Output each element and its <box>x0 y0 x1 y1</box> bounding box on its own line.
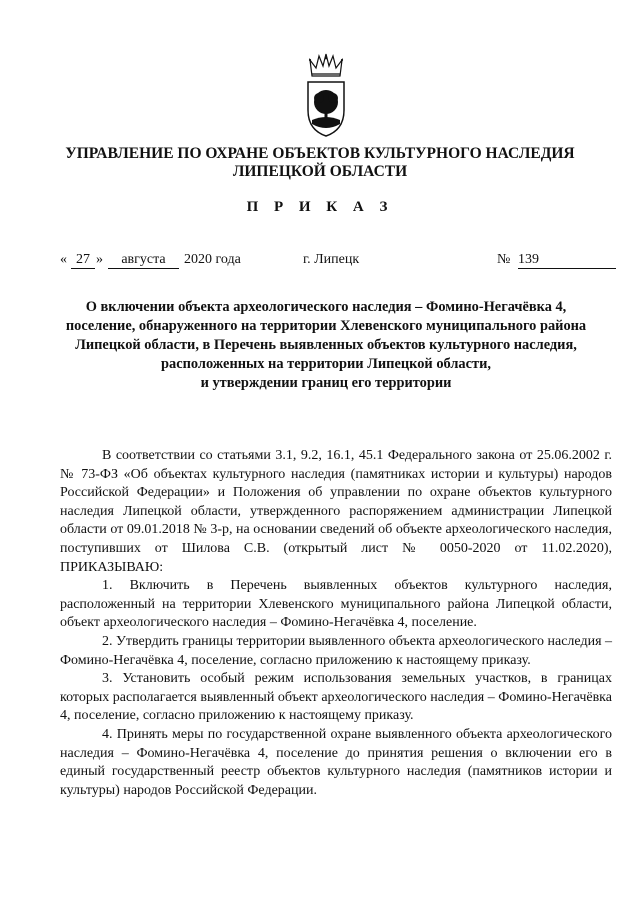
document-number: 139 <box>518 252 616 269</box>
agency-line-2: ЛИПЕЦКОЙ ОБЛАСТИ <box>232 163 408 180</box>
title-line: Липецкой области, в Перечень выявленных объектов культурного наследия, <box>75 337 577 353</box>
order-body <box>60 447 612 800</box>
order-title <box>52 298 600 393</box>
title-line: расположенных на территории Липецкой области, <box>161 356 491 372</box>
number-sign: № <box>497 252 511 267</box>
order-item-3: 3. Установить особый режим использования земельных участков, в границах которых располагается выявленный объект археологического наследия – Фомино-Негачёвка 4, поселение, согласно приложению к настоящему приказу. <box>60 671 612 724</box>
document-city: г. Липецк <box>303 252 360 267</box>
preamble-paragraph: В соответствии со статьями 3.1, 9.2, 16.1, 45.1 Федерального закона от 25.06.2002 г. № 73-ФЗ «Об объектах культурного наследия (памятниках истории и культуры) народов Российской Федерации» и Положения об управлении по охране объектов культурного наследия Липецкой области, утвержденного распоряжением администрации Липецкой области от 09.01.2018 № 3-р, на основании сведений об объекте археологического наследия, поступивших от Шилова С.В. (открытый лист № 0050-2020 от 11.02.2020), ПРИКАЗЫВАЮ: <box>60 448 612 575</box>
date-quote-open: « <box>60 252 67 267</box>
order-item-2: 2. Утвердить границы территории выявленного объекта археологического наследия – Фомино-Негачёвка 4, поселение, согласно приложению к настоящему приказу. <box>60 633 613 668</box>
title-line: О включении объекта археологического наследия – Фомино-Негачёвка 4, <box>85 299 567 315</box>
agency-line-1: УПРАВЛЕНИЕ ПО ОХРАНЕ ОБЪЕКТОВ КУЛЬТУРНОГО НАСЛЕДИЯ <box>65 145 575 162</box>
coat-of-arms-icon <box>304 52 348 138</box>
document-type: П Р И К А З <box>246 199 394 215</box>
date-day: 27 <box>71 252 95 269</box>
date-month: августа <box>108 252 179 269</box>
order-item-4: 4. Принять меры по государственной охране выявленного объекта археологического наследия – Фомино-Негачёвка 4, поселение до принятия решения о включении его в единый государственный реестр объектов культурного наследия (памятников истории и культуры) народов Российской Федерации. <box>60 726 612 798</box>
date-year: 2020 года <box>184 252 241 267</box>
title-line: и утверждении границ его территории <box>200 375 452 391</box>
title-line: поселение, обнаруженного на территории Хлевенского муниципального района <box>65 318 587 334</box>
agency-name <box>40 145 600 181</box>
order-item-1: 1. Включить в Перечень выявленных объектов культурного наследия, расположенный на территории Хлевенского муниципального района Липецкой области, объект археологического наследия – Фомино-Негачёвка 4, поселение. <box>60 578 612 631</box>
date-quote-close: » <box>96 252 103 267</box>
